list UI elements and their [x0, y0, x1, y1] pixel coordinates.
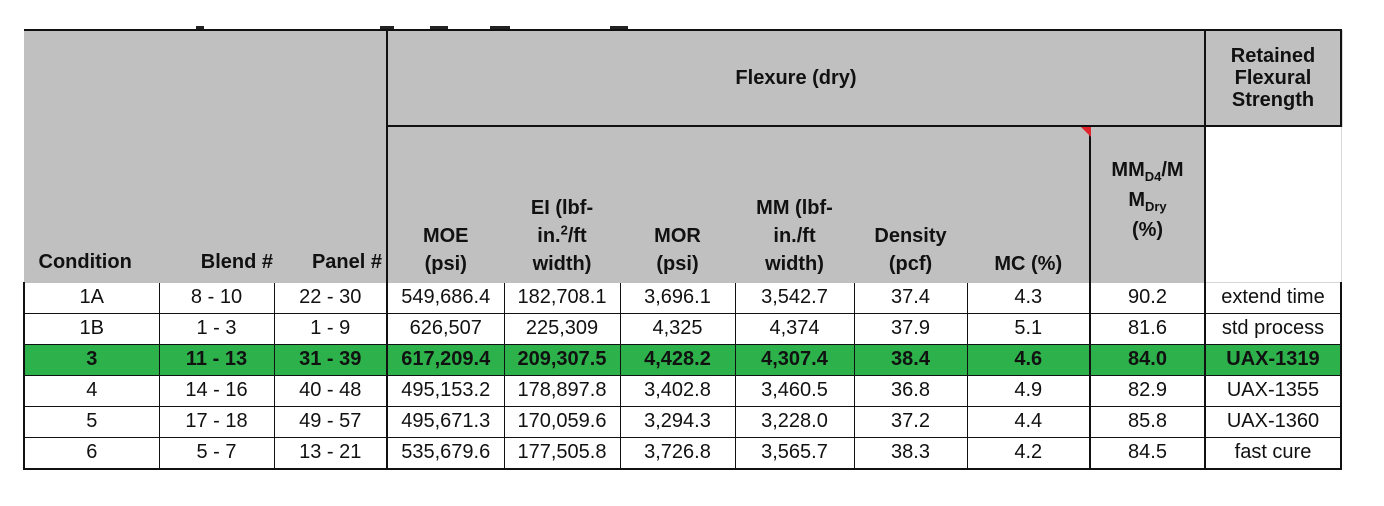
- table-row: [24, 406, 1343, 437]
- density-line-1: Density: [874, 224, 947, 247]
- header-mor: [620, 126, 735, 282]
- empty-header-cell: [1205, 126, 1341, 282]
- cell-ei[interactable]: 209,307.5: [504, 344, 620, 375]
- header-ei: [504, 126, 620, 282]
- cell-moe[interactable]: 495,153.2: [387, 375, 504, 406]
- cell-panel[interactable]: 31 - 39: [274, 344, 387, 375]
- cell-ratio[interactable]: 82.9: [1090, 375, 1205, 406]
- retained-line-2: Flexural: [1234, 67, 1312, 89]
- cell-ratio[interactable]: 81.6: [1090, 313, 1205, 344]
- header-blend: Blend #: [200, 250, 273, 273]
- cell-ei[interactable]: 225,309: [504, 313, 620, 344]
- cell-mor[interactable]: 3,402.8: [620, 375, 735, 406]
- cell-condition[interactable]: 1B: [24, 313, 159, 344]
- cell-condition[interactable]: 5: [24, 406, 159, 437]
- cell-moe[interactable]: 495,671.3: [387, 406, 504, 437]
- header-condition: Condition: [38, 250, 132, 273]
- ratio-slash-m: /M: [1161, 159, 1184, 181]
- cell-moe[interactable]: 535,679.6: [387, 437, 504, 469]
- cell-ratio[interactable]: 85.8: [1090, 406, 1205, 437]
- cell-mc[interactable]: 4.2: [967, 437, 1090, 469]
- cell-note[interactable]: fast cure: [1205, 437, 1341, 469]
- cell-panel[interactable]: 49 - 57: [274, 406, 387, 437]
- cell-blend[interactable]: 14 - 16: [159, 375, 274, 406]
- cell-density[interactable]: 37.4: [854, 282, 967, 313]
- cell-blend[interactable]: 5 - 7: [159, 437, 274, 469]
- cell-ratio[interactable]: 84.5: [1090, 437, 1205, 469]
- empty-header-cell: [1341, 30, 1343, 126]
- cell-note[interactable]: UAX-1360: [1205, 406, 1341, 437]
- moe-line-1: MOE: [422, 224, 469, 247]
- mm-line-3: width): [765, 252, 824, 275]
- ratio-sub-d4: D4: [1144, 169, 1162, 184]
- cell-note[interactable]: UAX-1355: [1205, 375, 1341, 406]
- cell-density[interactable]: 38.4: [854, 344, 967, 375]
- cell-mc[interactable]: 4.3: [967, 282, 1090, 313]
- cell-condition[interactable]: 3: [24, 344, 159, 375]
- cell-panel[interactable]: 40 - 48: [274, 375, 387, 406]
- cell-mm[interactable]: 4,307.4: [735, 344, 854, 375]
- cell-moe[interactable]: 549,686.4: [387, 282, 504, 313]
- cell-density[interactable]: 37.2: [854, 406, 967, 437]
- cell-mm[interactable]: 3,228.0: [735, 406, 854, 437]
- mor-line-1: MOR: [654, 224, 701, 247]
- ratio-mm: MM: [1111, 159, 1145, 181]
- cell-mor[interactable]: 3,294.3: [620, 406, 735, 437]
- cell-ei[interactable]: 178,897.8: [504, 375, 620, 406]
- density-line-2: (pcf): [888, 252, 933, 275]
- cell-mc[interactable]: 4.6: [967, 344, 1090, 375]
- table-row: [24, 437, 1343, 469]
- cell-mor[interactable]: 3,726.8: [620, 437, 735, 469]
- cell-condition[interactable]: 6: [24, 437, 159, 469]
- cell-panel[interactable]: 22 - 30: [274, 282, 387, 313]
- cell-mm[interactable]: 4,374: [735, 313, 854, 344]
- cell-note[interactable]: std process: [1205, 313, 1341, 344]
- ei-line-3: width): [532, 252, 592, 275]
- ei-line-2b: /ft: [567, 224, 587, 247]
- cell-panel[interactable]: 13 - 21: [274, 437, 387, 469]
- header-density: [854, 126, 967, 282]
- header-ratio: [1090, 126, 1205, 282]
- cell-mor[interactable]: 4,325: [620, 313, 735, 344]
- cell-density[interactable]: 36.8: [854, 375, 967, 406]
- retained-line-3: Strength: [1231, 89, 1315, 111]
- cell-note[interactable]: extend time: [1205, 282, 1341, 313]
- mor-line-2: (psi): [656, 252, 699, 275]
- cell-density[interactable]: 38.3: [854, 437, 967, 469]
- table-row: [24, 313, 1343, 344]
- ei-line-2a: in.: [537, 224, 561, 247]
- cell-mor[interactable]: 3,696.1: [620, 282, 735, 313]
- mm-line-2: in./ft: [773, 224, 816, 247]
- ratio-sub-dry: Dry: [1144, 199, 1167, 214]
- table-row: [24, 375, 1343, 406]
- cell-moe[interactable]: 626,507: [387, 313, 504, 344]
- ratio-percent: (%): [1131, 219, 1164, 241]
- mm-line-1: MM (lbf-: [756, 196, 833, 219]
- cell-ei[interactable]: 177,505.8: [504, 437, 620, 469]
- header-mc: [967, 126, 1090, 282]
- cell-blend[interactable]: 1 - 3: [159, 313, 274, 344]
- cell-ei[interactable]: 182,708.1: [504, 282, 620, 313]
- spreadsheet-table: [23, 29, 1343, 470]
- left-header-block: [24, 30, 387, 282]
- cell-blend[interactable]: 11 - 13: [159, 344, 274, 375]
- cell-ratio[interactable]: 90.2: [1090, 282, 1205, 313]
- moe-line-2: (psi): [424, 252, 467, 275]
- cell-condition[interactable]: 1A: [24, 282, 159, 313]
- comment-indicator-icon[interactable]: [1081, 127, 1091, 137]
- cell-panel[interactable]: 1 - 9: [274, 313, 387, 344]
- cell-mm[interactable]: 3,542.7: [735, 282, 854, 313]
- cell-mm[interactable]: 3,460.5: [735, 375, 854, 406]
- cell-mm[interactable]: 3,565.7: [735, 437, 854, 469]
- ei-superscript: 2: [560, 221, 568, 237]
- cell-blend[interactable]: 8 - 10: [159, 282, 274, 313]
- cell-condition[interactable]: 4: [24, 375, 159, 406]
- ei-line-1: EI (lbf-: [530, 196, 594, 219]
- cell-mc[interactable]: 4.9: [967, 375, 1090, 406]
- retained-line-1: Retained: [1230, 45, 1316, 67]
- header-flexure-dry: Flexure (dry): [387, 30, 1205, 126]
- cell-note[interactable]: UAX-1319: [1205, 344, 1341, 375]
- ratio-m: M: [1128, 189, 1145, 211]
- cell-density[interactable]: 37.9: [854, 313, 967, 344]
- cell-mor[interactable]: 4,428.2: [620, 344, 735, 375]
- header-retained-flexural-strength: [1205, 30, 1341, 126]
- cell-ratio[interactable]: 84.0: [1090, 344, 1205, 375]
- cell-mc[interactable]: 4.4: [967, 406, 1090, 437]
- table-row-highlighted: [24, 344, 1343, 375]
- cell-blend[interactable]: 17 - 18: [159, 406, 274, 437]
- header-panel: Panel #: [311, 250, 382, 273]
- cell-mc[interactable]: 5.1: [967, 313, 1090, 344]
- header-moe: [387, 126, 504, 282]
- cell-moe[interactable]: 617,209.4: [387, 344, 504, 375]
- table-row: [24, 282, 1343, 313]
- mc-label: MC (%): [994, 252, 1063, 275]
- header-mm: [735, 126, 854, 282]
- cell-ei[interactable]: 170,059.6: [504, 406, 620, 437]
